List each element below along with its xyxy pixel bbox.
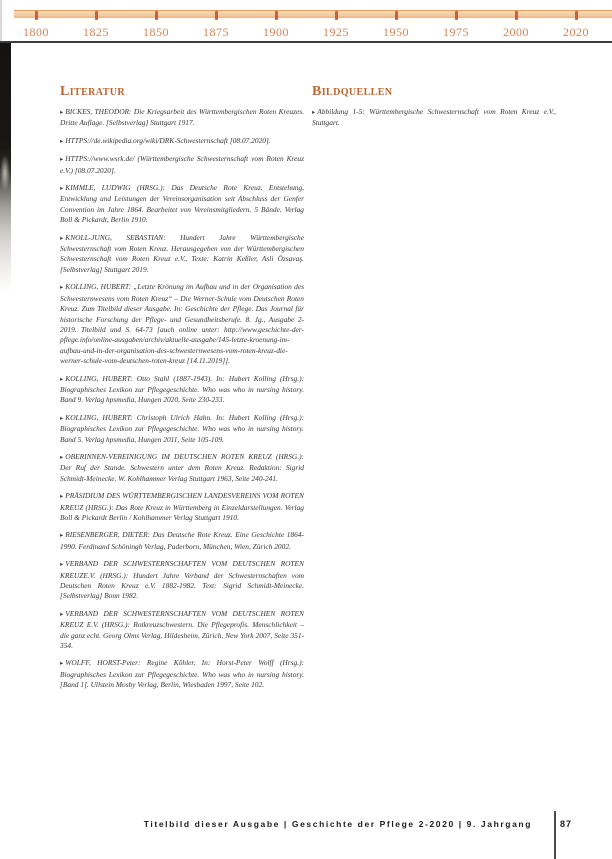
timeline-year-label: 1875	[203, 25, 229, 39]
entry-bullet-icon: ▸	[60, 453, 64, 461]
literature-entry	[60, 107, 304, 129]
page-edge-hairline	[0, 0, 2, 41]
photo-strip	[0, 43, 11, 293]
timeline-tick	[515, 11, 518, 20]
entry-bullet-icon: ▸	[60, 156, 64, 164]
literature-entry	[60, 233, 304, 276]
timeline-year-label: 1800	[23, 25, 49, 39]
timeline-tick	[155, 11, 158, 20]
timeline-tick	[335, 11, 338, 20]
entry-bullet-icon: ▸	[60, 414, 64, 422]
literature-heading: Literatur	[60, 84, 125, 99]
literature-entry	[60, 282, 304, 366]
timeline-cell	[6, 10, 66, 42]
footer-page-number: 87	[560, 819, 573, 829]
timeline-tick	[95, 11, 98, 20]
timeline-cell	[426, 10, 486, 42]
timeline-tick	[35, 11, 38, 20]
image-source-entry	[312, 107, 556, 129]
timeline-year-label: 1850	[143, 25, 169, 39]
entry-text: VERBAND DER SCHWESTERNSCHAFTEN VOM DEUTSCHEN ROTEN KREUZ E.V. (HRSG.): Rotkreuzschwestern. Die Pflegeprofis. Menschlichkeit – die ganz echt. Georg Olms Verlag, Hildesheim, Zürich, New York 2007, Seite 351-354.	[60, 608, 304, 651]
entry-text: KIMMLE, LUDWIG (HRSG.): Das Deutsche Rote Kreuz. Entstehung, Entwicklung und Leistungen der Vereinsorganisation seit Abschluss der Genfer Convention im Jahre 1864. Bearbeitet von Vereinsmitgliedern. 5 Bände. Verlag Boll & Pickardt, Berlin 1910.	[60, 183, 304, 225]
entry-text: KNOLL-JUNG, SEBASTIAN: Hundert Jahre Württembergische Schwesternschaft vom Roten Kreuz. Herausgegeben von der Württembergischen Schwesternschaft vom Roten Kreuz e.V., Texte: Katrin Keßler, Asli Özsavaş. [Selbstverlag] Stuttgart 2019.	[60, 232, 304, 274]
literature-entry	[60, 452, 304, 484]
timeline-tick	[575, 11, 578, 20]
entry-text: RIESENBERGER, DIETER: Das Deutsche Rote Kreuz. Eine Geschichte 1864-1990. Ferdinand Schöningh Verlag, Paderborn, München, Wien, Zürich 2002.	[60, 530, 304, 551]
entry-text: VERBAND DER SCHWESTERNSCHAFTEN VOM DEUTSCHEN ROTEN KREUZE.V. (HRSG.): Hundert Jahre Verband der Schwesternschaften vom Deutschen Roten Kreuz e.V. 1882-1982. Text: Sigrid Schmidt-Meinecke. [Selbstverlag] Bonn 1982.	[60, 559, 304, 601]
timeline-cell	[306, 10, 366, 42]
timeline-tick	[215, 11, 218, 20]
entry-text: HTTPS://www.wsrk.de/ (Württembergische Schwesternschaft vom Roten Kreuz e.V.) [08.07.2020].	[60, 154, 304, 175]
timeline-year-label: 2020	[563, 25, 589, 39]
entry-text: OBERINNEN-VEREINIGUNG IM DEUTSCHEN ROTEN KREUZ (HRSG.): Der Ruf der Stunde. Schwestern unter dem Roten Kreuz. Redaktion: Sigrid Schmidt-Meinecke. W. Kohlhammer Verlag Stuttgart 1963, Seite 240-241.	[60, 451, 304, 483]
timeline-year-label: 1950	[383, 25, 409, 39]
entry-bullet-icon: ▸	[60, 375, 64, 383]
image-sources-column	[312, 84, 556, 136]
entry-text: HTTPS://de.wikipedia.org/wiki/DRK-Schwesternschaft [08.07.2020].	[65, 135, 271, 145]
entry-bullet-icon: ▸	[60, 532, 64, 540]
timeline-divider	[0, 41, 612, 43]
literature-entry	[60, 154, 304, 176]
entry-bullet-icon: ▸	[312, 109, 316, 116]
entry-bullet-icon: ▸	[60, 137, 64, 145]
timeline-tick	[275, 11, 278, 20]
timeline-year-label: 1925	[323, 25, 349, 39]
entry-text: KOLLING, HUBERT: Christoph Ulrich Hahn. In: Hubert Kolling (Hrsg.): Biographisches Lexikon zur Pflegegeschichte. Who was who in nursing history. Band 5. Verlag hpsmedia, Hungen 2011, Seite 105-109.	[60, 412, 304, 444]
entry-text: Abbildung 1-5: Württembergische Schwesternschaft vom Roten Kreuz e.V., Stuttgart.	[312, 107, 556, 128]
literature-entry	[60, 609, 304, 652]
literature-entry	[60, 658, 304, 690]
entry-text: KOLLING, HUBERT: Otto Stahl (1887-1943). In: Hubert Kolling (Hrsg.): Biographisches Lexikon zur Pflegegeschichte. Who was who in nursing history. Band 9. Verlag hpsmedia, Hungen 2020, Seite 230-233.	[60, 373, 304, 405]
timeline-cell	[66, 10, 126, 42]
entry-bullet-icon: ▸	[60, 284, 64, 292]
timeline-tick	[395, 11, 398, 20]
timeline	[6, 10, 606, 42]
literature-entry	[60, 136, 304, 147]
timeline-cell	[186, 10, 246, 42]
timeline-tick	[455, 11, 458, 20]
literature-entry	[60, 413, 304, 445]
entry-text: PRÄSIDIUM DES WÜRTTEMBERGISCHEN LANDESVEREINS VOM ROTEN KREUZ (HRSG.): Das Rote Kreuz in Württemberg in Einzeldarstellungen. Verlag Boll & Pickardt Berlin / Kohlhammer Verlag Stuttgart 1910.	[60, 491, 304, 522]
entry-bullet-icon: ▸	[60, 234, 64, 242]
image-sources-heading: Bildquellen	[312, 84, 393, 99]
literature-entry	[60, 491, 304, 523]
timeline-cell	[246, 10, 306, 42]
entry-text: WOLFF, HORST-Peter: Regine Köhler. In: Horst-Peter Wolff (Hrsg.): Biographisches Lexikon zur Pflegegeschichte. Who was who in nursing history. [Band 1]. Ullstein Mosby Verlag, Berlin, Wiesbaden 1997, Seite 102.	[60, 658, 304, 690]
timeline-cell	[126, 10, 186, 42]
timeline-cell	[486, 10, 546, 42]
entry-bullet-icon: ▸	[60, 660, 64, 668]
literature-entry	[60, 374, 304, 406]
entry-text: BICKES, THEODOR: Die Kriegsarbeit des Württembergischen Roten Kreuzes. Dritte Auflage. [Selbstverlag] Stuttgart 1917.	[60, 107, 304, 128]
footer-issue-line: Titelbild dieser Ausgabe | Geschichte der Pflege 2-2020 | 9. Jahrgang	[143, 819, 532, 829]
entry-bullet-icon: ▸	[60, 185, 64, 193]
entry-text: KOLLING, HUBERT: „Letzte Krönung im Aufbau und in der Organisation des Schwesternwesens vom Roten Kreuz“ – Die Werner-Schule vom Deutschen Roten Kreuz. Zum Titelbild dieser Ausgabe. In: Geschichte der Pflege. Das Journal für historische Forschung der Pflege- und Gesundheitsberufe. 8. Jg., Ausgabe 2-2019. Titelbild und S. 64-73 [auch online unter: http://www.geschichte-der-pflege.info/online-ausgaben/archiv/aktuelle-ausgabe/145-letzte-kroenung-im-aufbau-und-in-der-organisation-des-schwesternwesens-vom-roten-kreuz-die-werner-schule-vom-deutschen-roten-kreuz [14.11.2019]].	[60, 282, 304, 366]
entry-bullet-icon: ▸	[60, 493, 64, 501]
literature-entry	[60, 183, 304, 226]
entry-bullet-icon: ▸	[60, 561, 64, 569]
timeline-cell	[366, 10, 426, 42]
literature-column	[60, 84, 304, 698]
entry-bullet-icon: ▸	[60, 109, 64, 116]
literature-entry	[60, 559, 304, 602]
timeline-year-label: 1900	[263, 25, 289, 39]
timeline-year-label: 2000	[503, 25, 529, 39]
literature-entry	[60, 530, 304, 552]
timeline-cell	[546, 10, 606, 42]
footer-divider	[554, 811, 556, 859]
entry-bullet-icon: ▸	[60, 610, 64, 618]
timeline-year-label: 1975	[443, 25, 469, 39]
timeline-year-label: 1825	[83, 25, 109, 39]
